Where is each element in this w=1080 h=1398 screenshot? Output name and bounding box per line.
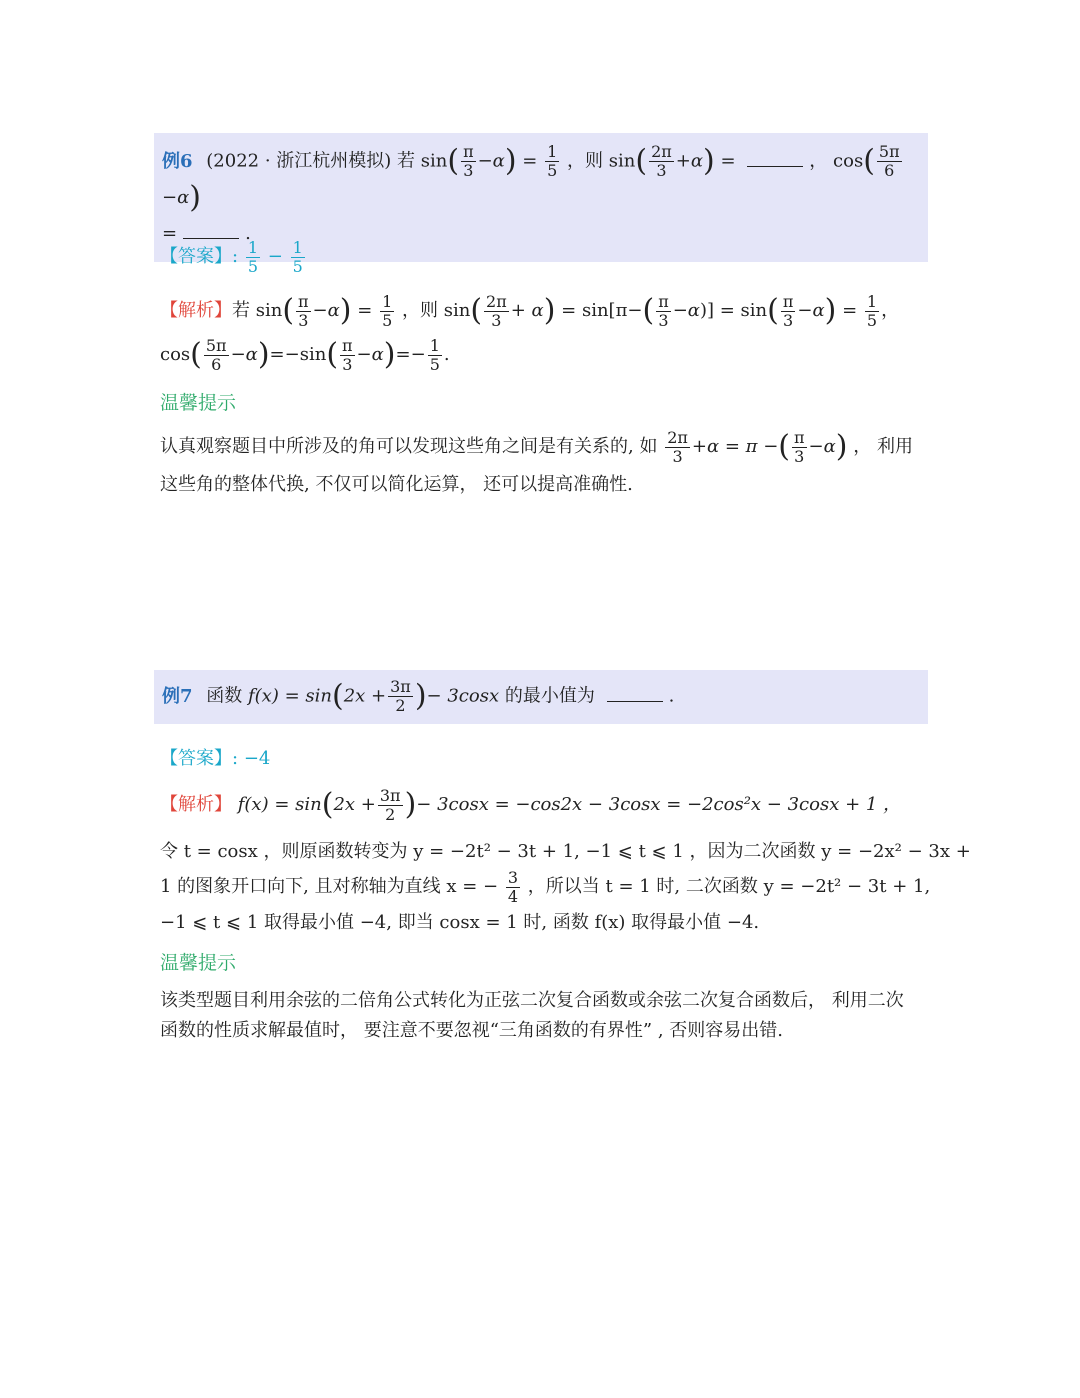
example-7-question: 例7 函数 f(x) = sin(2x + $\frac{3\pi}{2}$ )− 3cosx 的最小值为 . <box>154 670 928 724</box>
example-6-tip-line2: 这些角的整体代换, 不仅可以简化运算， 还可以提高准确性. <box>160 474 633 495</box>
example-7-label: 例7 <box>162 685 193 707</box>
example-7-tip-line1: 该类型题目利用余弦的二倍角公式转化为正弦二次复合函数或余弦二次复合函数后， 利用二次 <box>160 990 904 1011</box>
example-6-analysis-line1: 【解析】若 sin( $\frac{\pi}{3}$ −α) = $\frac{1}{5}$ ，则 sin( $\frac{2\pi}{3}$ + α) = sin[π−( $\frac{\pi}{3}$ −α)] = sin( $\frac{\pi}{3}$ −α) = $\frac{1}{5}$ ， <box>160 291 900 330</box>
example-7-analysis-line4: −1 ⩽ t ⩽ 1 取得最小值 −4, 即当 cosx = 1 时, 函数 f(x) 取得最小值 −4. <box>160 912 760 933</box>
example-6-analysis-line2: cos( $\frac{5\pi}{6}$ −α)=−sin( $\frac{\pi}{3}$ −α)=− $\frac{1}{5}$ . <box>160 335 450 374</box>
example-7-analysis-line2: 令 t = cosx ，则原函数转变为 y = −2t² − 3t + 1, −1 ⩽ t ⩽ 1 ，因为二次函数 y = −2x² − 3x + <box>160 841 971 862</box>
example-7-tip-title: 温馨提示 <box>160 952 237 974</box>
example-6-tip-line1: 认真观察题目中所涉及的角可以发现这些角之间是有关系的, 如 $\frac{2\pi}{3}$ +α = π −( $\frac{\pi}{3}$ −α) ， 利用 <box>160 427 913 466</box>
example-7-analysis-line1: 【解析】 f(x) = sin(2x + $\frac{3\pi}{2}$ )− 3cosx = −cos2x − 3cosx = −2cos²x − 3cosx + 1 ， <box>160 785 902 824</box>
example-6-source: (2022 · 浙江杭州模拟) <box>206 150 392 172</box>
answer-blank-3 <box>607 687 663 702</box>
answer-blank-2 <box>183 224 239 239</box>
example-7-analysis-line3: 1 的图象开口向下, 且对称轴为直线 x = − $\frac{3}{4}$ ，所以当 t = 1 时, 二次函数 y = −2t² − 3t + 1, <box>160 867 931 906</box>
answer-blank-1 <box>747 152 803 167</box>
example-6-tip-title: 温馨提示 <box>160 392 237 414</box>
example-6-question: 例6 (2022 · 浙江杭州模拟) 若 sin( $\frac{\pi}{3}$ −α) = $\frac{1}{5}$ ，则 sin( $\frac{2\pi}{3}$ +α) = ， cos( $\frac{5\pi}{6}$ −α) = . <box>154 133 928 262</box>
example-6-answer: 【答案】: $\frac{1}{5}$ − $\frac{1}{5}$ <box>160 237 303 276</box>
example-7-answer: 【答案】: −4 <box>160 748 271 769</box>
example-6-label: 例6 <box>162 150 193 172</box>
example-7-tip-line2: 函数的性质求解最值时， 要注意不要忽视“三角函数的有界性” , 否则容易出错. <box>160 1020 784 1041</box>
